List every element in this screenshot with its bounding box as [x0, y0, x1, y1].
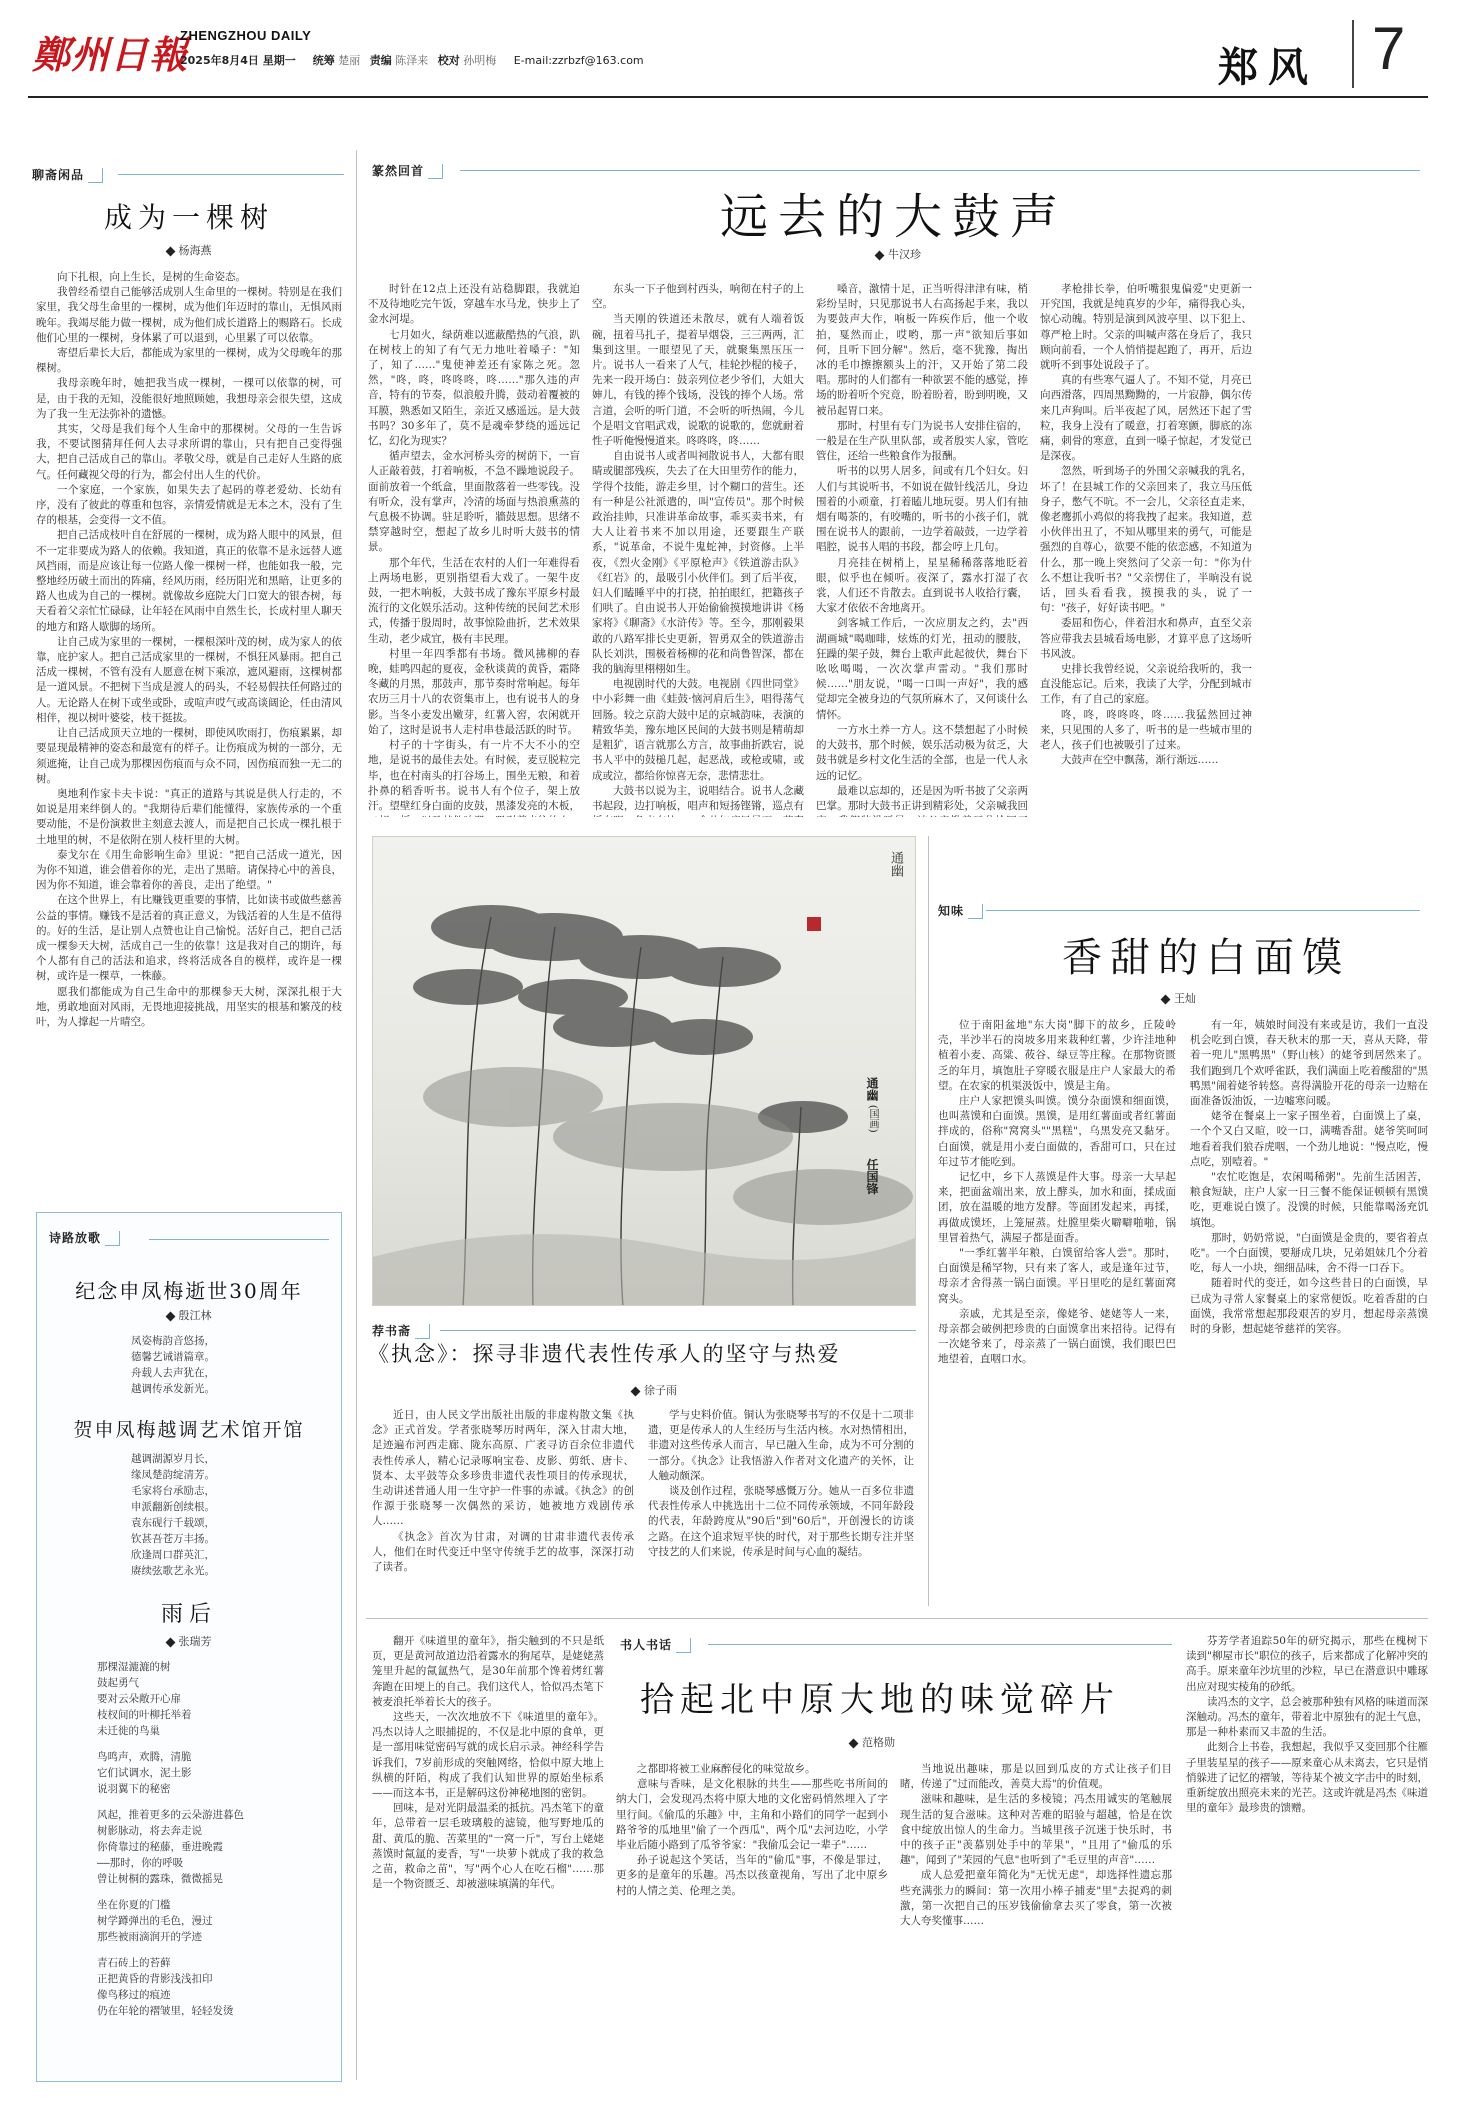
author-pen-icon: [1161, 994, 1171, 1004]
poems-box: [36, 1212, 342, 2082]
paragraph: 其实，父母是我们每个人生命中的那棵树。父母的一生告诉我，不要试图猜拜任何人去寻求所谓的靠山，只有把自己变得强大，把自己活成自己的靠山。孝敬父母，就是自己走好人生路的底气。任何藏视父母的行为，都会付出人生的代价。: [36, 423, 342, 481]
article-author: 杨海燕: [28, 242, 350, 258]
paragraph: 剑客城工作后，一次应朋友之约，去"西湖画城"喝咖啡，炫炼的灯光，扭动的腰肢，狂躁的架子鼓，舞台上歌声此起彼伏，舞台下吆吆喝喝，一次次掌声雷动。"我们那时候……"朋友说，"喝一口叫一声好"，我的感觉却完全被身边的气氛所麻木了，又何谈什么情怀。: [816, 617, 1028, 721]
painting-medium: (国画): [867, 1104, 878, 1133]
paragraph: 忽然，听到场子的外围父亲喊我的乳名，坏了！在县城工作的父亲回来了，我立马压低身子，憋气不吭。不一会儿，父亲径直走来，像老鹰抓小鸡似的将我拽了起来。我知道，惹小伙伴出丑了，不知从哪里来的勇气，可能是强烈的自尊心，欲要不能的依恋感，不知道为什么，那一晚上突然问了父亲一句："你为什么不想让我听书？"父亲愣住了，半晌没有说话，回头看看我，摸摸我的头，说了一句："孩子，好好读书吧。": [1040, 465, 1252, 615]
mantou-article-col2: [1190, 1018, 1428, 1608]
masthead-rule: [28, 96, 1428, 98]
intangible-article-col2: [648, 1408, 914, 1606]
paragraph: 当天刚的铁道还未散尽，就有人端着饭碗，扭着马扎子，提着早烟袋，三三两两，汇集到这里。一眼望见了天，就聚集黑压压一片。说书人一看来了人气，桂轮抄棍的棱子，先来一段开场白：鼓亲列位老少爷们，大姐大婶儿，有钱的捧个钱场，没钱的捧个人场。常言道，会听的听门道，不会听的听热闹，今儿个是唱文官唱武戏，说歌的说歌的，您就耐着性子听俺慢慢道来。咚咚咚，咚……: [592, 313, 804, 448]
paragraph: 循声望去，金水河桥头旁的树荫下，一盲人正敲着鼓，打着响板，不急不躁地说段子。面前放着一个纸盒，里面散落着一些零钱。没有听众，没有掌声，冷清的场面与热浪熏蒸的气息极不协调。驻足聆听，牆鼓思想。思绪不禁穿越时空，想起了故乡儿时听大鼓书的情景。: [368, 450, 580, 554]
column-divider: [356, 150, 357, 2080]
coordinator-label: 统筹: [312, 54, 335, 67]
section-tag-books: 荐书斋: [372, 1322, 430, 1339]
tag-bracket-icon: [105, 1231, 120, 1246]
flavor-tag-rule: [986, 910, 1420, 911]
paragraph: 滋味和趣味，是生活的多棱镜；冯杰用诚实的笔触展现生活的复合滋味。这种对苦难的昭验与超越，恰是在饮食中绽放出惊人的生命力。当城里孩子沉迷于快乐时，书中的孩子正"羡慕别处手中的苹果"，"且用了"偷瓜的乐趣"，闻到了"茉园的气息"也听到了"毛豆里的声音"……: [900, 1793, 1172, 1867]
painting-caption: [863, 1077, 881, 1194]
poem-line: 青石砖上的苔藓: [97, 1957, 171, 1969]
paragraph: 寄望后辈长大后，都能成为家里的一棵树，成为父母晚年的那棵树。: [36, 347, 342, 375]
paragraph: 月亮挂在树梢上，星星稀稀落落地眨着眼，似乎也在倾听。夜深了，露水打湿了衣裳，人们还不肯散去。直到说书人收拾行囊，大家才依依不舍地离开。: [816, 556, 1028, 615]
drum-article-col2: [592, 282, 804, 817]
drum-article-col3: [816, 282, 1028, 817]
paragraph: 当地说出趣味，那是以回到瓜皮的方式让孩子们目睹，传递了"过而能改，善莫大焉"的价值观。: [900, 1763, 1172, 1791]
paragraph: 这些天，一次次地放不下《味道里的童年》。冯杰以诗人之眼捕捉的，不仅是北中原的食单，更是一部用味觉密码写就的成长启示录。神经科学告诉我们，7岁前形成的突触网络，恰似中原大地上纵横的阡陌，构成了我们认知世界的原始坐标系——而这本书，正是解码这份神秘地图的密钥。: [372, 1711, 604, 1800]
books-tag-rule: [440, 1330, 916, 1331]
paragraph: 回味，是对光阴最温柔的抵抗。冯杰笔下的童年，总带着一层毛玻璃般的滤镜，他写野地瓜的甜、黄瓜的脆、苦菜里的"一窝一斤"，写台上姥姥蒸馍时氤氲的麦香，写"一块萝卜就成了我的救急之苗，救命之苗"，写"两个心人在吃石榴"……那是一个物资匮乏、却被滋味填满的年代。: [372, 1802, 604, 1891]
newspaper-logo: 鄭州日報: [32, 32, 189, 77]
paragraph: 自由说书人或者叫祠散说书人，大都有眼睛或腿部残疾，失去了在大田里劳作的能力，学得个技能，游走乡里，讨个糊口的营生。还有一种是公社派遣的，叫"宣传员"。那个时候政治挂帅，只准讲革命故事，乖买卖书来，有大人让着书来不加以用途，还要跟生产联系，"说革命，不说牛鬼蛇神，封资修。上半夜，《烈火金刚》《平原枪声》《铁道游击队》《红岩》的，最吸引小伙伴们。到了后半夜，妇人们瞌睡平中的打挠，拍拍眼红，把籍孩子们哄了。自由说书人开始偷偷摸摸地讲讲《杨家将》《聊斋》《水浒传》等。至今，那刚毅果敢的八路军排长史更新，智勇双全的铁道游击队长刘洪，围极着杨柳的花和尚鲁智深，都在我的脑海里栩栩如生。: [592, 450, 804, 676]
paragraph: 电视剧时代的大鼓。电视剧《四世同堂》中小彩舞一曲《蛙鼓·恼河肩后生》，唱得荡气回肠。较之京韵大鼓中足的京城韵味，表演的精致华美，豫东地区民间的大鼓书则是精萌却是粗犷，语言就那么方言，故事曲折跌宕，说书人平中的鼓槌几起，起恶战，或枪或啸，或成或泣，都给你惊喜无奈，悲情悲壮。: [592, 678, 804, 782]
paragraph: 之都即将被工业麻醉侵化的味觉故乡。: [637, 1763, 816, 1775]
paragraph: 听书的以男人居多，间或有几个妇女。妇人们与其说听书，不如说在做针线活儿，身边围着的小顽童，打着瞌儿地玩耍。男人们有抽烟有喝茶的，有咬嘴的，听书的小孩子们，就围在说书人的跟前，一边学着敲鼓，一边学着唱腔，说书人唱的书段，都会哼上几句。: [816, 465, 1028, 554]
page-number: 7: [1372, 15, 1406, 82]
paragraph: 嗓音，激情十足，正当听得津津有味，梢彩纷呈时，只见那说书人右高扬起手来，我以为要鼓声大作，响板一阵疾作后，他一个收拍，戛然而止，哎哟，那一声"欲知后事如何，且听下回分解"。然后，毫不犹豫，掏出冰的毛巾擦擦额头上的汗，又开始了第二段唱。那时的人们都有一种欲罢不能的感觉，捧场的盼着听个究竟，盼着盼着，盼到明晚，又被吊起胃口来。: [816, 283, 1028, 417]
drum-article-col5: [1264, 282, 1428, 817]
poem-line: 像鸟移过的痕迹: [97, 1989, 171, 2001]
paragraph: 真的有些寒气逼人了。不知不觉，月亮已向西滑落，四周黑黝黝的，一片寂静，偶尔传来几声狗叫。后半夜起了风，居然还下起了雪粒，我身上没有了暖意，打着寒颤，脚底的冻痛，刺骨的寒意，直到一嗓子惊起，才发觉已是深夜。: [1040, 374, 1252, 463]
review-article-title: 拾起北中原大地的味觉碎片: [640, 1680, 1120, 1720]
poem-line: 曾让树桐的露珠，微微摇晃: [97, 1873, 223, 1885]
poetry-tag-rule: [149, 1239, 329, 1240]
paragraph: 大鼓书以说为主，说唱结合。说书人念藏书起段，边打响板，唱声和短扬铿锵，巡点有: [592, 784, 804, 812]
article-body: [36, 270, 342, 1178]
review-article-col2: [616, 1762, 888, 2082]
tag-bracket-icon: [428, 164, 443, 179]
mantou-article-author: 王灿: [1162, 990, 1196, 1006]
poem-line: 袁东砚行千载颂，: [131, 1517, 215, 1529]
poem-line: 越调湖源岁月长，: [131, 1453, 215, 1465]
review-article-col4: [1186, 1634, 1428, 2082]
paper-english-name: ZHENGZHOU DAILY: [180, 28, 312, 43]
poem-line: 舟载人去声犹在，: [131, 1367, 215, 1379]
author-pen-icon: [631, 1386, 641, 1396]
section-rule: [366, 1618, 1428, 1619]
poem-line: 越调传承发新光。: [131, 1383, 215, 1395]
issue-info-line: [180, 52, 644, 68]
paragraph: 孝枪排长拳，伯听嘴狠鬼偏爱"史更新一开究国，我就是纯真岁的少年，痛得我心头，惊心动魄。特别是演到风波亭里、以下犯上、尊严枪上时。父亲的叫喊声落在身后了，我只顾向前看，一个人悄悄提起跑了，再开，后边就听不到事处说段子了。: [1040, 283, 1252, 372]
paragraph: 亲戚，尤其是至亲，像姥爷、姥姥等人一来，母亲都会破例把珍贵的白面馍拿出来招待。记得有一次姥爷来了，母亲蒸了一锅白面馍，我们眼巴巴地望着，直咽口水。: [938, 1307, 1176, 1366]
paragraph: 庄户人家把馍头叫馍。馍分杂面馍和细面馍，也叫蒸馍和白面馍。黑馍，是用红薯面或者红薯面拌成的，俗称"窝窝头""黑糕"，乌黑发亮又黏牙。白面馍，就是用小麦白面做的，香甜可口，只在过年过节才能吃到。: [938, 1095, 1176, 1168]
review-article-col3: [900, 1762, 1172, 2082]
poem-line: [97, 1945, 337, 1955]
paragraph: 委屈和伤心，伴着泪水和鼻声，直至父亲答应带我去县城看场电影，才算平息了这场听书风波。: [1040, 617, 1252, 660]
paragraph: 芬芳学者追踪50年的研究揭示，那些在槐树下读到"柳屋市长"职位的孩子，后来都成了化解冲突的高手。原来童年沙坑里的沙粒，早已在潜意识中雕琢出应对现实棱角的砂纸。: [1186, 1635, 1428, 1693]
paragraph: 学与史料价值。铜认为张晓琴书写的不仅是十二项非遗，更是传承人的人生经历与生活内核。水对热情相出，非遗对这些传承人而言，早已融入生命，成为不可分割的一部分。《执念》让我悟游入作者对文化遗产的关怀，让人触动颇深。: [648, 1409, 914, 1482]
proofreader-name: 孙明梅: [463, 54, 497, 67]
paragraph: 一方水土养一方人。这不禁想起了小时候的大鼓书，那个时候，娱乐活动极为贫乏，大鼓书就是乡村文化生活的全部，也是一代人永远的记忆。: [816, 723, 1028, 782]
section-tag-flavor: 知味: [938, 902, 983, 919]
poem-line: 枝杈间的叶柳托举着: [97, 1709, 192, 1721]
paragraph: 把自己活成枝叶自在舒展的一棵树，成为路人眼中的风景，但不一定非要成为路人的依赖。我知道，真正的依靠不是永远替人遮风挡雨，而是应该让每一位路人像一棵树一样，也能如我一般，完整地经历破土而出的阵痛，经风历雨，经历阳光和黑暗，让更多的路人也成为自己的一棵树。就像故乡庭院大门口宽大的银杏树，每天看着父亲忙忙碌碌，让年轻在风雨中自然生长，长成村里人聊天的地方和路人歇脚的场所。: [36, 529, 342, 633]
tag-bracket-icon: [415, 1324, 430, 1339]
coordinator-name: 楚丽: [338, 54, 361, 67]
tag-bracket-icon: [88, 168, 103, 183]
paragraph: 时针在12点上还没有站稳脚跟，我就迫不及待地吃完午饭，穿越车水马龙，快步上了金水河堤。: [368, 283, 580, 326]
pine-tree-illustration: [373, 837, 916, 1306]
author-pen-icon: [875, 250, 885, 260]
editor-name: 陈泽来: [395, 54, 429, 67]
author-pen-icon: [849, 1738, 859, 1748]
mantou-article-title: 香甜的白面馍: [1062, 935, 1350, 981]
mantou-article-col1: [938, 1018, 1176, 1608]
author-pen-icon: [165, 1311, 175, 1321]
poem-line: 树影脉动，将去奔走说: [97, 1825, 202, 1837]
essay-tree: [28, 110, 350, 1185]
memory-tag-rule: [460, 170, 1420, 171]
calligraphy-inscription: 通幽: [888, 851, 903, 877]
paragraph: 村里一年四季都有书场。微风拂柳的春晚，蛙鸣四起的夏夜，金秋谈黄的黄昏，霜降冬藏的月黑，那鼓声，那节奏时常响起。每年农历三月十八的农资集市上，也有说书人的身影。当冬小麦发出嫩芽，红薯入窖，农闲就开始了，这时是说书人走村串巷最活跃的时节。: [368, 647, 580, 736]
poem-line: ——那时，你的呼吸: [97, 1857, 184, 1869]
poem-line: 缘凤楚韵绽清芳。: [131, 1469, 215, 1481]
column-divider: [928, 836, 929, 1606]
poem-line: 毛家将台承励志，: [131, 1485, 215, 1497]
paragraph: 记忆中，乡下人蒸馍是件大事。母亲一大早起来，把面盆端出来，放上酵头，加水和面，揉成面团，放在温暖的地方发酵。等面团发起来，再揉，再做成馍坯，上笼屉蒸。灶膛里柴火噼噼啪啪，锅里冒着热气，满屋子都是面香。: [938, 1171, 1176, 1244]
paragraph: 读冯杰的文字，总会被那种独有风格的味道而深深触动。冯杰的童年，带着北中原独有的泥土气息，那是一种朴素而又丰盈的生活。: [1186, 1695, 1428, 1739]
paragraph: 成人总爱把童年简化为"无忧无虑"，却选择性遗忘那些充满张力的瞬间：第一次用小棒子捕麦"里"去捉鸡的刺激，第一次把自己的压岁钱偷偷拿去买了零食，第一次被大人夸奖懂事……: [900, 1869, 1172, 1928]
poem-line: 正把黄昏的背影浅浅扣印: [97, 1973, 213, 1985]
poem-author-1: 殷江林: [37, 1307, 341, 1323]
paragraph: "一季红薯半年粮，白馍留给客人尝"。那时，白面馍是稀罕物，只有来了客人，或是逢年过节，母亲才舍得蒸一锅白面馍。平日里吃的是红薯面窝窝头。: [938, 1247, 1176, 1305]
poem-line: [97, 1739, 337, 1749]
paragraph: 七月如火，绿荫难以遮蔽酷热的气浪，趴在树枝上的知了有气无力地吐着嗓子："知了，知了……"鬼使神差还有家陈之死。忽然，"咚，咚，咚咚咚，咚……"那久违的声音，特有的节奏，似浪般升腾，鼓动着覆被的耳膜，熟悉如又陌生，亲近又感遥远。是大鼓书吗？30多年了，莫不是魂牵梦绕的遥远记忆，幻化为现实？: [368, 328, 580, 448]
tag-bracket-icon: [968, 904, 983, 919]
section-tag-poetry: 诗路放歌: [49, 1229, 120, 1246]
poem-title-1: 纪念申凤梅逝世30周年: [75, 1279, 303, 1303]
poem-line: [97, 1887, 337, 1897]
masthead: [0, 0, 1457, 112]
paragraph: 最难以忘却的，还是因为听书披了父亲两巴掌。那时大鼓书正讲到精彩处，父亲喊我回: [816, 784, 1028, 812]
poem-line: 它们试调水，泥土影: [97, 1767, 192, 1779]
paragraph: 我母亲晚年时，她把我当成一棵树，一棵可以依靠的树，可是，由于我的无知，没能很好地照顾她，我想母亲会很失望，这成为了我一生无法弥补的遗憾。: [36, 377, 342, 420]
paragraph: 那时，村里有专门为说书人安排住宿的，一般是在生产队里队部，或者殷实人家，管吃管住，还给一些粮食作为报酬。: [816, 419, 1028, 463]
poem-line: 说羽翼下的秘密: [97, 1783, 171, 1795]
paragraph: 咚，咚，咚咚咚，咚……我猛然回过神来，只见围的人多了，听书的是一些城市里的老人，孩子们也被吸引了过来。: [1040, 708, 1252, 752]
intangible-article-author: 徐子雨: [632, 1382, 677, 1398]
poem-line: 你倚靠过的秘藤，垂进晚霞: [97, 1841, 223, 1853]
editor-label: 责编: [369, 54, 392, 67]
tag-rule: [118, 174, 344, 175]
poem-line: 树学蹲弹出的毛色，漫过: [97, 1915, 213, 1927]
section-name: 郑风: [1218, 44, 1318, 91]
tag-bracket-icon: [676, 1638, 691, 1653]
poem-line: 凤姿梅韵音悠扬，: [131, 1335, 215, 1347]
poem-line: 坐在你夏的门槛: [97, 1899, 171, 1911]
paragraph: 位于南阳盆地"东大岗"脚下的故乡，丘陵岭壳，半沙半石的岗坡多用来栽种红薯，少许洼地种植着小麦、高粱、莜谷、绿豆等庄稼。在那物资匮乏的年月，填饱肚子穿暖衣服是庄户人家最大的希望。在农家的机渠汲饭中，馍是主角。: [938, 1019, 1176, 1092]
poem-line: 德馨艺诫谱篇章。: [131, 1351, 215, 1363]
intangible-article-title: 《执念》：探寻非遗代表性传承人的坚守与热爱: [368, 1342, 841, 1366]
poem-line: 申派翻新创续根。: [131, 1501, 215, 1513]
author-pen-icon: [165, 1637, 175, 1647]
section-tag-liaozhai: 聊斋闲品: [32, 166, 103, 183]
poem-line: 仍在年轮的褶皱里，轻轻发烫: [97, 2005, 234, 2017]
paragraph: 史排长我曾经说，父亲说给我听的，我一直没能忘记。后来，我读了大学，分配到城市工作，有了自己的家庭。: [1040, 663, 1252, 706]
paragraph: 意味与香味，是文化根脉的共生——那些吃书所间的纳大门，会发现冯杰将中原大地的文化密码悄然埋入了字里行间。《偷瓜的乐趣》中，主角和小路们的同学一起到小路爷爷的瓜地里"偷了一个西瓜"，两个瓜"去河边吃，小学毕业后随小路到了瓜爷爷家："我偷瓜会记一辈子"……: [616, 1778, 888, 1852]
paragraph: 奥地利作家卡夫卡说："真正的道路与其说是供人行走的，不如说是用来绊倒人的。"我期待后辈们能懂得，家族传承的一个重要动能，不是份演救世主刻意去渡人，而是把自己长成一棵扎根于土地里的树，不是依附在别人枝杆里的大树。: [36, 787, 342, 846]
paragraph: 大鼓声在空中飘荡，渐行渐远……: [1061, 754, 1219, 767]
poem-body-2: [131, 1451, 331, 1579]
paragraph: "农忙吃饱是，农闲喝稀粥"。先前生活困苦，粮食短缺，庄户人家一日三餐不能保证顿顿有黑馍吃，更难说白馍了。没馍的时候，只能靠喝汤充饥填饱。: [1190, 1171, 1428, 1229]
paragraph: 翻开《味道里的童年》，指尖触到的不只是纸页，更是黄河故道边沿着露水的狗尾草，是姥姥蒸笼里升起的氤氲热气，是30年前那个馋着烤红薯奔跑在田埂上的自己。我们这代人，恰似冯杰笔下被麦浪托举着长大的孩子。: [372, 1635, 604, 1708]
review-article-author: 范格勋: [850, 1734, 895, 1750]
poem-title-2: 贺申凤梅越调艺术馆开馆: [73, 1419, 305, 1441]
drum-article-title: 远去的大鼓声: [720, 189, 1069, 245]
paragraph: 那时，奶奶常说，"白面馍是金贵的，要省着点吃"。一个白面馍，要掰成几块，兄弟姐妹几个分着吃，每人一小块，细细品味，舍不得一口吞下。: [1190, 1231, 1428, 1275]
poem-line: 风起，推着更多的云朵游进暮色: [97, 1809, 244, 1821]
poem-line: 鼓起勇气: [97, 1677, 139, 1689]
paragraph: 孙子说起这个笑话，当年的"偷瓜"事，不像是罪过，更多的是童年的乐趣。冯杰以孩童视角，写出了北中原乡村的人情之美、伦理之美。: [616, 1854, 888, 1897]
review-article-col1: [372, 1634, 604, 2082]
paragraph: 村子的十字街头，有一片不大不小的空地，是说书的最佳去处。有时候，麦豆脱粒完毕，也在村南头的打谷场上，围坐无粮，和着扑鼻的稻香听书。说书人有个位子，架上放汗。望壁红身白面的皮鼓，黑漆发亮的木板，: [368, 739, 580, 812]
section-tag-memory: 篆然回首: [372, 162, 443, 179]
page-number-divider: [1352, 20, 1354, 88]
poem-line: 要对云朵敞开心扉: [97, 1693, 181, 1705]
paragraph: 姥爷在餐桌上一家子围坐着，白面馍上了桌，一个个又白又暄，咬一口，满嘴香甜。姥爷笑呵呵地看着我们狼吞虎咽，一个劲儿地说："慢点吃，慢点吃，别噎着。": [1190, 1110, 1428, 1168]
poem-line: 那棵湿漉漉的树: [97, 1661, 171, 1673]
poem-line: 欣逢周口群英汇，: [131, 1549, 215, 1561]
paragraph: 一个家庭，一个家族，如果失去了起码的尊老爱幼、长幼有序，没有了彼此的尊重和包容，亲情爱情就是无本之木，没有了生存的根基，会变得一文不值。: [36, 483, 342, 527]
bookreview-tag-rule: [708, 1644, 1172, 1645]
painting-title: 通幽: [865, 1077, 879, 1101]
drum-article-col4: [1040, 282, 1252, 817]
drum-article-author: 牛汉珍: [876, 246, 921, 262]
paragraph: 让自己成为家里的一棵树，一棵根深叶茂的树，成为家人的依靠，庇护家人。把自己活成家里的一棵树，不惧狂风暴雨。把自己活成一棵树，不管有没有人愿意在树下乘凉，遮风避雨，这棵树都是一道风景。不把树下当成是渡人的码头，不轻易假扶任何路过的人。无论路人在树下或坐或卧，或喧声哎气或高谈阔论，任由清风相伴，视以树叶婆娑，枝干挺拔。: [36, 635, 342, 724]
paragraph: 随着时代的变迁，如今这些昔日的白面馍，早已成为寻常人家餐桌上的家常便饭。吃着香甜的白面馍，我常常想起那段艰苦的岁月，想起母亲蒸馍时的身影，想起姥爷慈祥的笑容。: [1190, 1277, 1428, 1336]
paragraph: 此刻合上书卷，我想起，我似乎又变回那个往雁子里装星星的孩子——原来童心从未离去，它只是悄悄躲进了记忆的褶皱，等待某个被文字击中的时刻，重新绽放出照亮未来的光芒。这或许就是冯杰《味道里的童年》最珍贵的馈赠。: [1186, 1741, 1428, 1815]
section-tag-bookreview: 书人书话: [620, 1636, 691, 1653]
paragraph: 愿我们都能成为自己生命中的那棵参天大树，深深扎根于大地，勇敢地面对风雨，无畏地迎接挑战，用坚实的根基和繁茂的枝叶，为人撑起一片晴空。: [36, 985, 342, 1028]
paragraph: 那个年代，生活在农村的人们一年难得看上两场电影，更别指望看大戏了。一架牛皮鼓，一把木响板，大鼓书成了豫东平原乡村最流行的文化娱乐活动。这种传统的民间艺术形式，传播于殷周时，故事惊险曲折，艺术效果生动，老少咸宜，极有丰民理。: [368, 556, 580, 645]
poem-body-1: [131, 1333, 331, 1397]
paragraph: 东头一下子他到村西头，响彻在村子的上空。: [592, 283, 804, 311]
poem-line: 鸟鸣声，欢腾，清脆: [97, 1751, 192, 1763]
poem-line: 未迁徙的鸟巢: [97, 1725, 160, 1737]
paragraph: 有一年，姨娘时间没有来或是访，我们一直没机会吃到白馍，春天秋末的那一天，喜从天降，带着一兜儿"黑鸭黑"（野山核）的姥爷到居然来了。我们跑到几个欢呼雀跃，我们满面上吃着酸甜的"黑鸭黑"闹着姥爷转悠。喜得满脸开花的母亲一边赔在面准备饭油饭，一边嘘寒问暖。: [1190, 1019, 1428, 1108]
poem-line: 赓续弦歌艺永光。: [131, 1565, 215, 1577]
painting-artist: 任国锋: [865, 1158, 879, 1195]
poem-title-3: 雨后: [160, 1602, 217, 1627]
poem-line: 那些被雨滴润开的学迹: [97, 1931, 202, 1943]
paragraph: 我曾经希望自己能够活成别人生命里的一棵树。特别是在我们家里，我父母生命里的一棵树，成为他们年迈时的靠山，无惧风雨晚年。我竭尽能力做一棵树，成为他们成长道路上的赐路石。长成他们心里的一棵树，身体累了可以退到，心里累了可以依靠。: [36, 286, 342, 344]
contact-email: E-mail:zzrbzf@163.com: [513, 54, 644, 67]
paragraph: 近日，由人民文学出版社出版的非虚构散文集《执念》正式首发。学者张晓琴历时两年，深入甘肃大地，足迹遍布河西走廊、陇东高原、广袤寻访百余位非遗代表性传承人，精心记录啄响宝卷、皮影、剪纸、唐卡、贤本、太平鼓等众多珍贵非遗代表性项目的传承现状，生动讲述普通人用一生守护一件事的赤诚。《执念》的创作源于张晓琴一次偶然的采访，她被地方戏剧传承人……: [372, 1409, 634, 1528]
author-pen-icon: [165, 246, 175, 256]
paragraph: 在这个世界上，有比赚钱更重要的事情，比如读书或做些慈善公益的事情。赚钱不是活着的真正意义，为钱活着的人生是不值得的。好的生活，是让别人点赞也让自己愉悦。活好自己，把自己活成一棵参天大树，活成自己一生的依靠！这是我对自己的期许，每个人都有自己的活法和追求，终将活成各自的模样，或许是一棵树，或许是一棵草，一株藤。: [36, 894, 342, 983]
landscape-painting: [372, 836, 916, 1306]
paragraph: 《执念》首次为甘肃，对调的甘肃非遗代表传承人，他们在时代变迁中坚守传统手艺的故事，深深打动了读者。: [372, 1530, 634, 1574]
paragraph: 谈及创作过程，张晓琴感慨万分。她从一百多位非遗代表性传承人中挑选出十二位不同传承领域，不同年龄段的代表，年龄跨度从"90后"到"60后"，开创漫长的访谈之路。在这个追求短平快的时代，对于那些长期专注并坚守技艺的人们来说，传承是时间与心血的凝结。: [648, 1485, 914, 1558]
paragraph: 向下扎根，向上生长，是树的生命姿态。: [57, 271, 246, 283]
poem-line: [97, 1797, 337, 1807]
poem-line: 钦甚吾苍万丰扬。: [131, 1533, 215, 1545]
issue-date: 2025年8月4日 星期一: [180, 54, 296, 67]
intangible-article-col1: [372, 1408, 634, 1606]
proofreader-label: 校对: [437, 54, 460, 67]
poem-author-3: 张瑞芳: [37, 1633, 341, 1649]
paragraph: 泰戈尔在《用生命影响生命》里说："把自己活成一道光，因为你不知道，谁会借着你的光，走出了黑暗。请保持心中的善良，因为你不知道，谁会靠着你的善良，走出了绝望。": [36, 848, 342, 892]
drum-article-col1: [368, 282, 580, 817]
paragraph: 让自己活成顶天立地的一棵树，即使风吹雨打，伤痕累累，却要显现最精神的姿态和最宽有的样子。让伤痕成为树的一部分，无须遮掩，让自己成为那棵因伤痕而与众不同，因伤痕而独一无二的树。: [36, 727, 342, 785]
article-title: 成为一棵树: [103, 201, 274, 234]
poem-body-3: [97, 1659, 337, 2019]
